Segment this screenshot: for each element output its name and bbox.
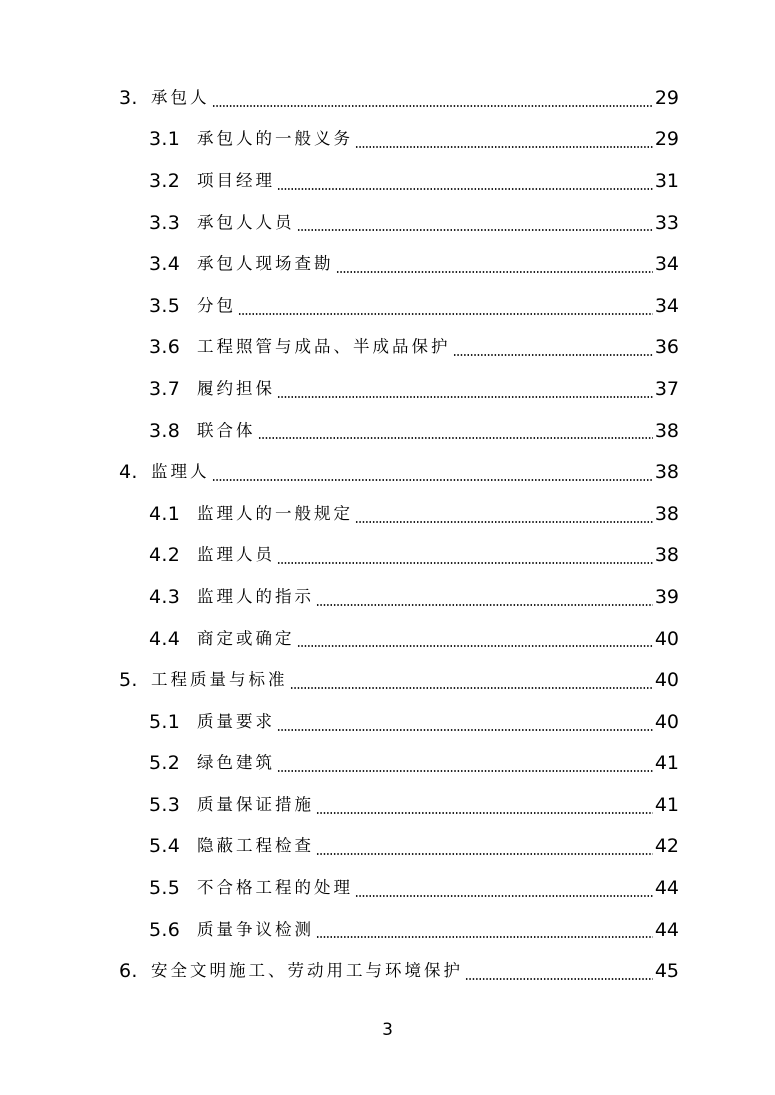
dot-leader [290, 687, 653, 689]
dot-leader [212, 479, 653, 481]
toc-entry-page: 40 [654, 710, 679, 733]
toc-entry-number: 4.2 [149, 544, 181, 567]
toc-entry-page: 33 [654, 211, 679, 234]
dot-leader [355, 521, 653, 523]
toc-entry-page: 44 [654, 877, 679, 900]
toc-entry-number: 3.6 [149, 336, 181, 359]
toc-entry-3-1[interactable] [0, 119, 775, 161]
toc-entry-title: 承包人现场查勘 [197, 254, 334, 274]
toc-entry-3-4[interactable] [0, 243, 775, 285]
toc-entry-title: 分包 [197, 295, 236, 315]
toc-entry-number: 4.3 [149, 585, 181, 608]
toc-entry-title: 工程照管与成品、半成品保护 [197, 337, 451, 357]
toc-entry-page: 41 [654, 752, 679, 775]
toc-entry-number: 3.2 [149, 169, 181, 192]
dot-leader [277, 188, 653, 190]
dot-leader [277, 562, 653, 564]
toc-entry-number: 5.5 [149, 877, 181, 900]
dot-leader [297, 229, 653, 231]
dot-leader [212, 105, 653, 107]
toc-entry-title: 监理人的指示 [197, 586, 314, 606]
toc-entry-page: 41 [654, 793, 679, 816]
toc-entry-number: 4.1 [149, 502, 181, 525]
dot-leader [316, 812, 653, 814]
toc-entry-title: 隐蔽工程检查 [197, 836, 314, 856]
toc-entry-title: 工程质量与标准 [151, 670, 288, 690]
toc-entry-4-1[interactable] [0, 493, 775, 535]
dot-leader [465, 978, 653, 980]
toc-entry-title: 质量保证措施 [197, 794, 314, 814]
toc-entry-number: 3.5 [149, 294, 181, 317]
dot-leader [453, 354, 653, 356]
toc-entry-title: 质量争议检测 [197, 919, 314, 939]
dot-leader [316, 604, 653, 606]
toc-entry-page: 34 [654, 294, 679, 317]
toc-entry-page: 42 [654, 835, 679, 858]
toc-entry-number: 3.8 [149, 419, 181, 442]
toc-entry-number: 5. [119, 669, 138, 692]
toc-entry-5-1[interactable] [0, 701, 775, 743]
toc-entry-title: 绿色建筑 [197, 753, 275, 773]
toc-entry-title: 承包人 [151, 87, 210, 107]
toc-entry-number: 4. [119, 461, 138, 484]
toc-entry-title: 质量要求 [197, 711, 275, 731]
dot-leader [277, 729, 653, 731]
toc-entry-4-3[interactable] [0, 576, 775, 618]
dot-leader [355, 146, 653, 148]
toc-entry-5-5[interactable] [0, 867, 775, 909]
toc-entry-4-2[interactable] [0, 535, 775, 577]
toc-entry-title: 不合格工程的处理 [197, 878, 353, 898]
toc-entry-title: 联合体 [197, 420, 256, 440]
toc-entry-3-6[interactable] [0, 327, 775, 369]
toc-entry-5-2[interactable] [0, 743, 775, 785]
toc-entry-page: 38 [654, 502, 679, 525]
dot-leader [238, 313, 653, 315]
toc-entry-title: 安全文明施工、劳动用工与环境保护 [151, 961, 463, 981]
toc-entry-title: 商定或确定 [197, 628, 295, 648]
toc-entry-3-3[interactable] [0, 202, 775, 244]
toc-entry-3[interactable] [0, 77, 775, 119]
toc-entry-title: 履约担保 [197, 378, 275, 398]
toc-entry-page: 40 [654, 627, 679, 650]
toc-entry-number: 5.4 [149, 835, 181, 858]
toc-entry-number: 6. [119, 960, 138, 983]
toc-entry-number: 3.7 [149, 377, 181, 400]
toc-entry-page: 36 [654, 336, 679, 359]
toc-entry-page: 29 [654, 128, 679, 151]
toc-entry-3-2[interactable] [0, 160, 775, 202]
toc-entry-page: 39 [654, 585, 679, 608]
toc-entry-5-3[interactable] [0, 784, 775, 826]
toc-entry-3-8[interactable] [0, 410, 775, 452]
toc-entry-title: 承包人人员 [197, 212, 295, 232]
dot-leader [355, 895, 653, 897]
toc-entry-title: 监理人员 [197, 545, 275, 565]
dot-leader [336, 271, 653, 273]
toc-entry-4[interactable] [0, 451, 775, 493]
toc-entry-3-7[interactable] [0, 368, 775, 410]
toc-entry-number: 5.1 [149, 710, 181, 733]
toc-entry-5-6[interactable] [0, 909, 775, 951]
toc-entry-page: 40 [654, 669, 679, 692]
toc-entry-number: 4.4 [149, 627, 181, 650]
dot-leader [297, 645, 653, 647]
toc-entry-page: 45 [654, 960, 679, 983]
toc-entry-3-5[interactable] [0, 285, 775, 327]
toc-entry-5[interactable] [0, 659, 775, 701]
toc-entry-page: 29 [654, 86, 679, 109]
toc-entry-title: 承包人的一般义务 [197, 129, 353, 149]
dot-leader [277, 770, 653, 772]
toc-entry-number: 3.4 [149, 253, 181, 276]
toc-entry-4-4[interactable] [0, 618, 775, 660]
dot-leader [316, 853, 653, 855]
toc-entry-page: 38 [654, 461, 679, 484]
toc-entry-number: 5.2 [149, 752, 181, 775]
toc-entry-number: 5.3 [149, 793, 181, 816]
toc-entry-number: 3.1 [149, 128, 181, 151]
dot-leader [277, 396, 653, 398]
toc-entry-number: 5.6 [149, 918, 181, 941]
dot-leader [316, 936, 653, 938]
toc-entry-number: 3. [119, 86, 138, 109]
toc-entry-page: 38 [654, 544, 679, 567]
toc-entry-page: 44 [654, 918, 679, 941]
toc-entry-title: 监理人 [151, 462, 210, 482]
toc-entry-number: 3.3 [149, 211, 181, 234]
toc-entry-6[interactable] [0, 950, 775, 992]
toc-entry-page: 31 [654, 169, 679, 192]
toc-entry-page: 38 [654, 419, 679, 442]
toc-entry-title: 项目经理 [197, 170, 275, 190]
toc-entry-page: 34 [654, 253, 679, 276]
toc-entry-page: 37 [654, 377, 679, 400]
toc-entry-title: 监理人的一般规定 [197, 503, 353, 523]
dot-leader [258, 437, 653, 439]
table-of-contents [0, 77, 775, 992]
toc-entry-5-4[interactable] [0, 826, 775, 868]
page-number: 3 [382, 1020, 393, 1040]
